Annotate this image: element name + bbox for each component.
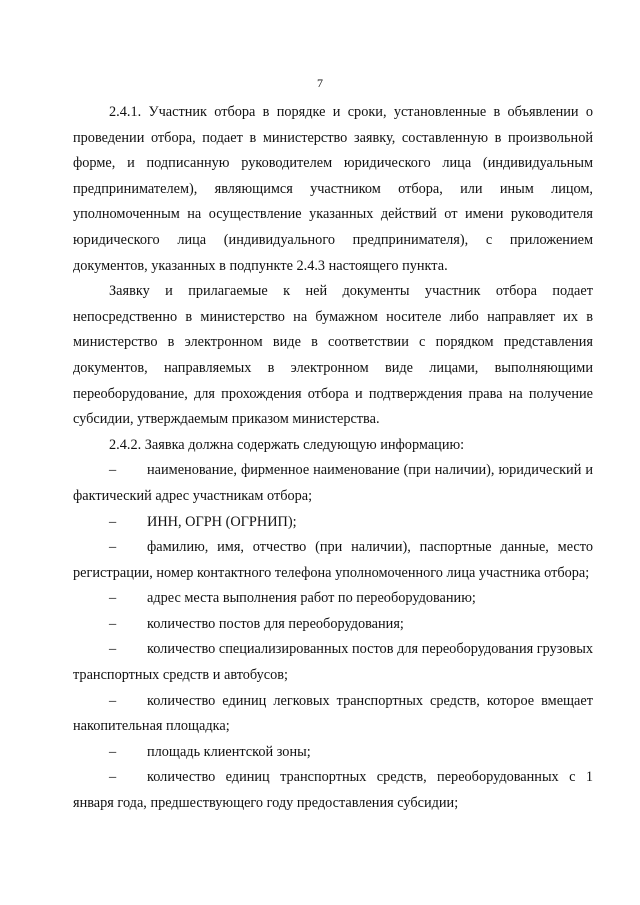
- list-item-text: количество единиц легковых транспортных средств, которое вмещает накопительная площадка;: [73, 692, 593, 735]
- list-dash: –: [109, 692, 117, 709]
- list-item-text: ИНН, ОГРН (ОГРНИП);: [147, 513, 297, 530]
- list-item: [73, 612, 593, 638]
- list-item: [73, 535, 593, 586]
- page-number: 7: [317, 76, 323, 90]
- list-item-text: количество специализированных постов для переоборудования грузовых транспортных средств и автобусов;: [73, 641, 593, 684]
- list-item: [73, 740, 593, 766]
- list-dash: –: [109, 513, 117, 530]
- list-item: [73, 689, 593, 740]
- document-body: [73, 100, 593, 817]
- list-item: [73, 765, 593, 816]
- paragraph-2-4-1: 2.4.1. Участник отбора в порядке и сроки, установленные в объявлении о проведении отбора, подает в министерство заявку, составленную в произвольной форме, и подписанную руководителем юридического лица (индивидуальным предпринимателем), являющимся участником отбора, или иным лицом, уполномоченным на осуществление указанных действий от имени руководителя юридического лица (индивидуального предпринимателя), с приложением документов, указанных в подпункте 2.4.3 настоящего пункта.: [73, 104, 593, 274]
- list-item: [73, 510, 593, 536]
- list-dash: –: [109, 769, 117, 786]
- list-dash: –: [109, 615, 117, 632]
- list-item-text: адрес места выполнения работ по переоборудованию;: [147, 590, 476, 607]
- list-item-text: фамилию, имя, отчество (при наличии), паспортные данные, место регистрации, номер контактного телефона уполномоченного лица участника отбора;: [73, 539, 593, 581]
- list-dash: –: [109, 743, 117, 760]
- list-item-text: количество единиц транспортных средств, переоборудованных с 1 января года, предшествующего году предоставления субсидии;: [73, 769, 593, 812]
- list-item: [73, 586, 593, 612]
- paragraph-2-4-2: 2.4.2. Заявка должна содержать следующую информацию:: [109, 436, 465, 453]
- list-item-text: наименование, фирменное наименование (при наличии), юридический и фактический адрес участникам отбора;: [73, 462, 593, 504]
- list-item: [73, 637, 593, 688]
- list-dash: –: [109, 641, 117, 658]
- list-dash: –: [109, 590, 117, 607]
- paragraph-submission: Заявку и прилагаемые к ней документы участник отбора подает непосредственно в министерство на бумажном носителе либо направляет их в министерство в электронном виде в соответствии с порядком представления документов, направляемых в электронном виде лицами, выполняющими переоборудование, для прохождения отбора и подтверждения права на получение субсидии, утверждаемым приказом министерства.: [73, 283, 593, 428]
- list-dash: –: [109, 539, 117, 556]
- list-dash: –: [109, 462, 117, 479]
- list-item: [73, 458, 593, 509]
- list-item-text: количество постов для переоборудования;: [147, 615, 404, 632]
- list-item-text: площадь клиентской зоны;: [147, 743, 311, 760]
